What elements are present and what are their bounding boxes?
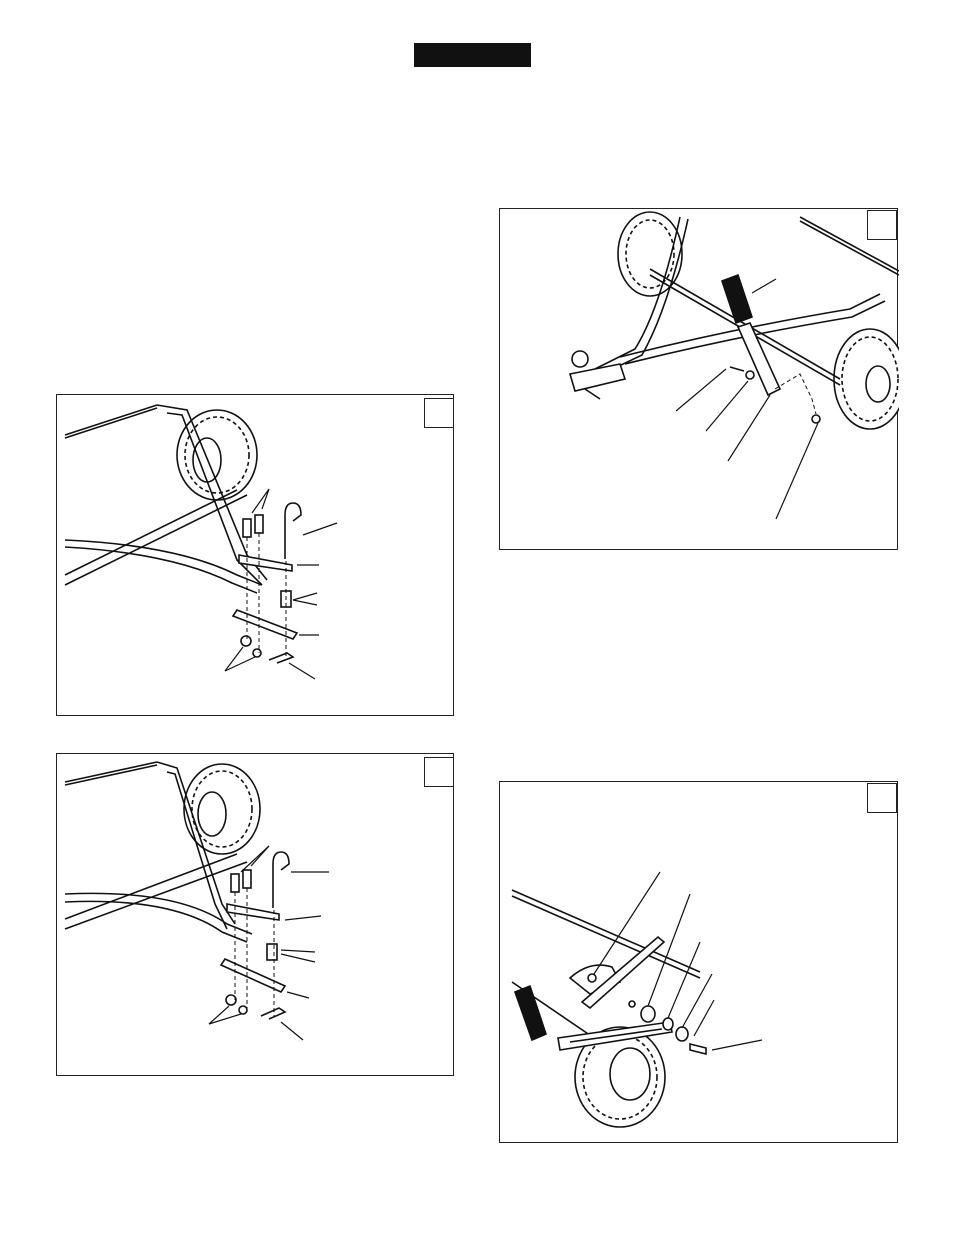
figure-number-box [424, 398, 454, 428]
figure-handle-grip-assembly [499, 208, 898, 550]
figure-hitch-assembly-b [56, 753, 454, 1076]
grip [722, 275, 752, 323]
figure-number-box [867, 783, 897, 813]
figure-number-box [424, 757, 454, 787]
figure-number-box [867, 210, 897, 240]
wheel [177, 410, 257, 500]
hitch-assembly-b-illustration [57, 754, 455, 1077]
handle-grip-illustration [500, 209, 899, 551]
figure-hitch-assembly-a [56, 394, 454, 716]
left-wheel [618, 212, 682, 296]
right-wheel [834, 329, 899, 429]
section-header-bar [414, 43, 531, 67]
hitch-assembly-a-illustration [57, 395, 455, 717]
figure-lift-lever-assembly [499, 781, 898, 1143]
lift-lever-illustration [500, 782, 899, 1144]
bolts [231, 870, 251, 892]
bolts [243, 515, 263, 537]
